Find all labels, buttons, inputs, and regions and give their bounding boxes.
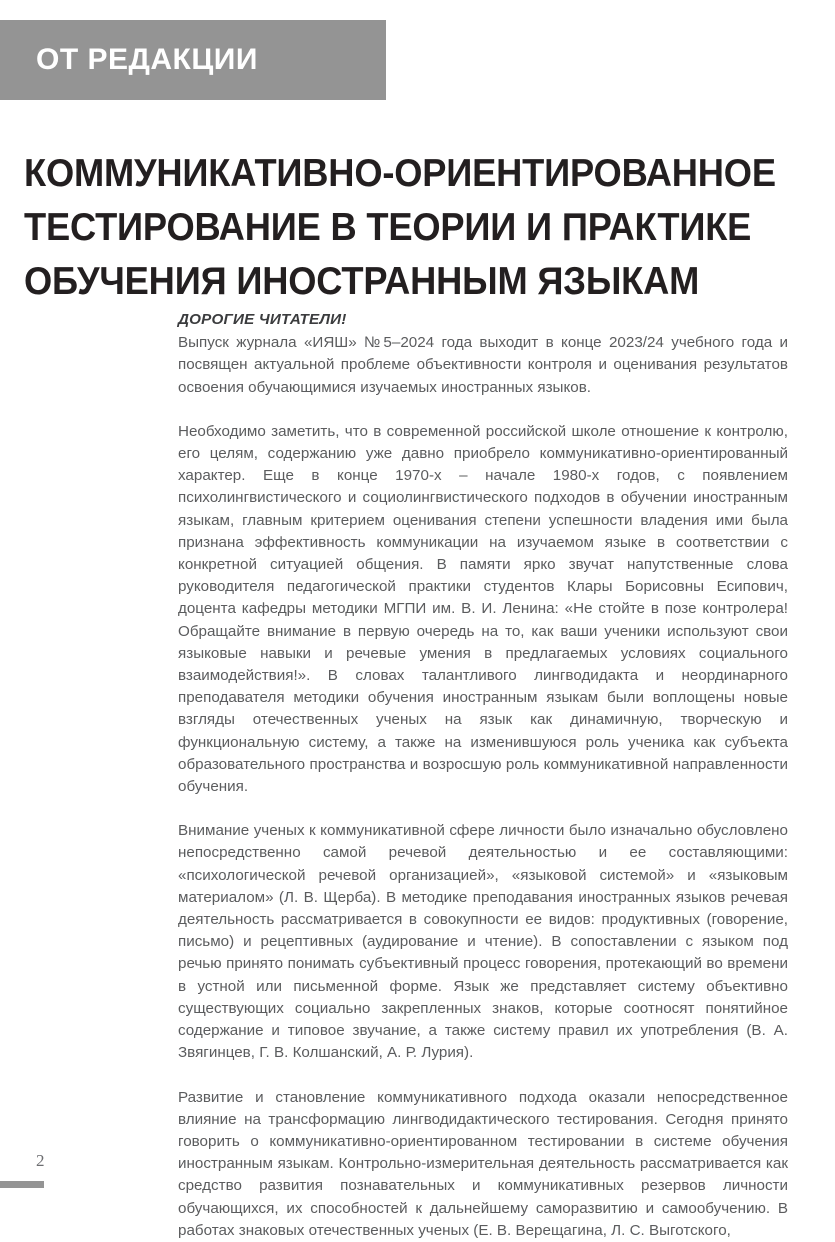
paragraph-lead bbox=[178, 309, 788, 399]
rubric-banner bbox=[0, 20, 386, 100]
article-title-line-3: ОБУЧЕНИЯ ИНОСТРАННЫМ ЯЗЫКАМ bbox=[24, 260, 700, 304]
article-body bbox=[178, 309, 788, 1242]
paragraph-text: Выпуск журнала «ИЯШ» №5–2024 года выходит в конце 2023/24 учебного года и посвящен актуальной проблеме объективности контроля и оценивания результатов освоения обучающимися изучаемых иностранных языков. bbox=[178, 334, 788, 396]
article-title-line-2: ТЕСТИРОВАНИЕ В ТЕОРИИ И ПРАКТИКЕ bbox=[24, 206, 752, 250]
paragraph: Необходимо заметить, что в современной российской школе отношение к контролю, его целям, содержанию уже давно приобрело коммуникативно-ориентированный характер. Еще в конце 1970-х – начале 1980-х годов, с появлением психолингвистического и социолингвистического подходов в обучении иностранным языкам, главным критерием оценивания степени успешности владения ими была признана эффективность коммуникации на изучаемом языке в соответствии с конкретной ситуацией общения. В памяти ярко звучат напутственные слова руководителя педагогической практики студентов Клары Борисовны Есипович, доцента кафедры методики МГПИ им. В. И. Ленина: «Не стойте в позе контролера! Обращайте внимание в первую очередь на то, как ваши ученики используют свои языковые навыки и речевые умения в предлагаемых условиях социального взаимодействия!». В словах талантливого лингводидакта и неординарного преподавателя методики обучения иностранным языкам были воплощены новые взгляды отечественных ученых на язык как динамичную, творческую и функциональную систему, а также на изменившуюся роль ученика как субъекта образовательного пространства и возросшую роль коммуникативной направленности обучения. bbox=[178, 422, 788, 796]
paragraph: Развитие и становление коммуникативного подхода оказали непосредственное влияние на трансформацию лингводидактического тестирования. Сегодня принято говорить о коммуникативно-ориентированном тестировании в системе обучения иностранным языкам. Контрольно-измерительная деятельность рассматривается как средство развития познавательных и коммуникативных резервов личности обучающихся, их способностей к дальнейшему саморазвитию и самообучению. В работах знаковых отечественных ученых (Е. В. Верещагина, Л. С. Выготского, bbox=[178, 1088, 788, 1239]
article-title-line-1: КОММУНИКАТИВНО-ОРИЕНТИРОВАННОЕ bbox=[24, 152, 776, 196]
page-number: 2 bbox=[36, 1151, 45, 1170]
salutation: ДОРОГИЕ ЧИТАТЕЛИ! bbox=[178, 311, 347, 328]
rubric-label: ОТ РЕДАКЦИИ bbox=[36, 43, 258, 76]
article-title bbox=[24, 147, 800, 309]
footer-rule bbox=[0, 1181, 44, 1188]
paragraph: Внимание ученых к коммуникативной сфере личности было изначально обусловлено непосредственно самой речевой деятельностью и ее составляющими: «психологической речевой организацией», «языковой системой» и «языковым материалом» (Л. В. Щерба). В методике преподавания иностранных языков речевая деятельность рассматривается в совокупности ее видов: продуктивных (говорение, письмо) и рецептивных (аудирование и чтение). В сопоставлении с языком под речью принято понимать субъективный процесс говорения, протекающий во времени в устной или письменной форме. Язык же представляет систему объективно существующих социально закрепленных знаков, которые соотносят понятийное содержание и типовое звучание, а также систему правил их употребления (В. А. Звягинцев, Г. В. Колшанский, А. Р. Лурия). bbox=[178, 822, 788, 1062]
